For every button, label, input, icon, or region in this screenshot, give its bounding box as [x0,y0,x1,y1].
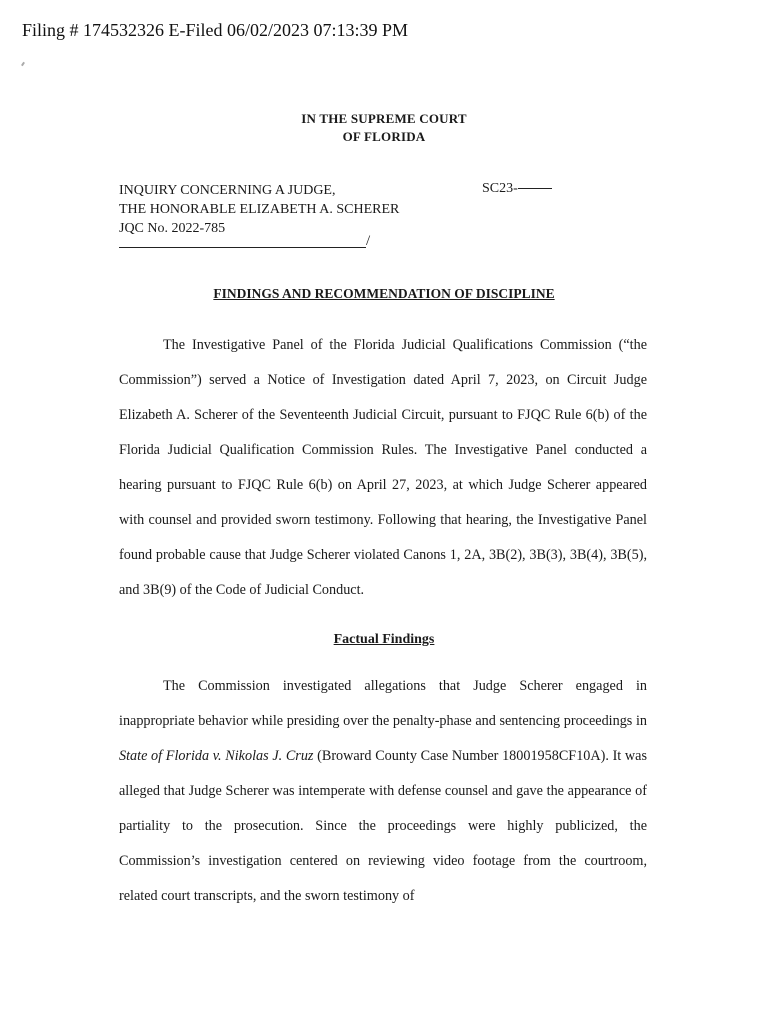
caption-line2: THE HONORABLE ELIZABETH A. SCHERER [119,202,400,217]
case-number-prefix: SC23- [482,181,518,196]
case-number [482,181,552,197]
caption-line1: INQUIRY CONCERNING A JUDGE, [119,183,336,198]
factual-paragraph [119,669,647,914]
case-name: State of Florida v. Nikolas J. Cruz [119,748,314,764]
court-title-line2: OF FLORIDA [342,129,426,144]
factual-findings-heading: Factual Findings [333,632,435,647]
caption-line3: JQC No. 2022-785 [119,221,226,236]
scan-speck [21,62,25,66]
factual-text-before-case: The Commission investigated allegations that Judge Scherer engaged in inappropriate behavior while presiding over the penalty-phase and sentencing proceedings in [119,678,647,729]
case-caption [119,181,399,238]
court-title-line1: IN THE SUPREME COURT [301,111,467,126]
caption-slash: / [366,233,371,249]
findings-heading: FINDINGS AND RECOMMENDATION OF DISCIPLINE [213,286,555,301]
case-number-blank [518,188,552,189]
intro-paragraph: The Investigative Panel of the Florida Judicial Qualifications Commission (“the Commission”) served a Notice of Investigation dated April 7, 2023, on Circuit Judge Elizabeth A. Scherer of the Seventeenth Judicial Circuit, pursuant to FJQC Rule 6(b) of the Florida Judicial Qualification Commission Rules. The Investigative Panel conducted a hearing pursuant to FJQC Rule 6(b) on April 27, 2023, at which Judge Scherer appeared with counsel and provided sworn testimony. Following that hearing, the Investigative Panel found probable cause that Judge Scherer violated Canons 1, 2A, 3B(2), 3B(3), 3B(4), 3B(5), and 3B(9) of the Code of Judicial Conduct. [119,337,647,598]
filing-stamp: Filing # 174532326 E-Filed 06/02/2023 07:13:39 PM [22,20,409,40]
caption-rule [119,247,366,248]
factual-text-after-case: (Broward County Case Number 18001958CF10A). It was alleged that Judge Scherer was intemperate with defense counsel and gave the appearance of partiality to the prosecution. Since the proceedings were highly publicized, the Commission’s investigation centered on reviewing video footage from the courtroom, related court transcripts, and the sworn testimony of [119,748,647,904]
